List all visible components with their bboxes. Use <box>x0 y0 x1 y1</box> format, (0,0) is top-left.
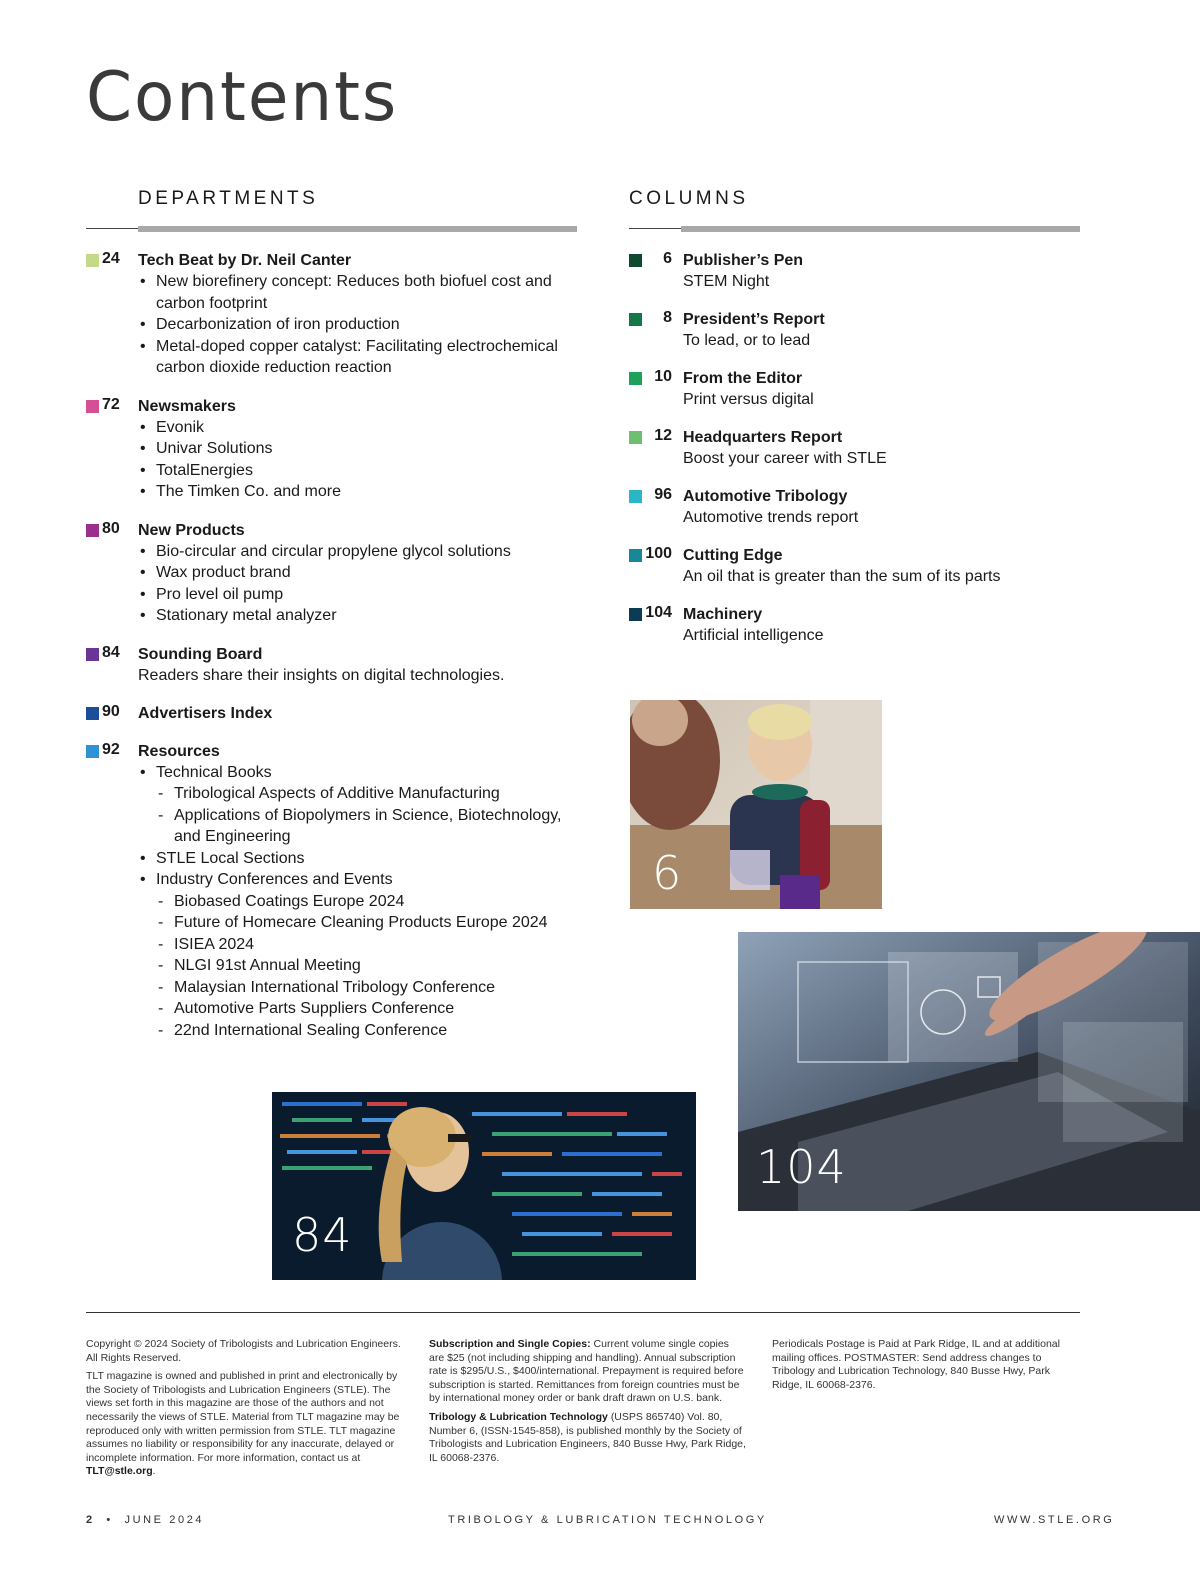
col-entry-from-the-editor[interactable] <box>629 368 1089 410</box>
footer-copyright-column <box>86 1338 404 1484</box>
col-entry-machinery[interactable] <box>629 604 1089 646</box>
dept-entry-tech-beat[interactable] <box>86 250 586 379</box>
sub-list-item: - Biobased Coatings Europe 2024 <box>156 891 586 913</box>
color-marker <box>86 400 99 413</box>
publication-text: Tribology & Lubrication Technology (USPS 865740) Vol. 80, Number 6, (ISSN-1545-858), is published monthly by the Society of Tribologists and Lubrication Engineers, 840 Busse Hwy, Park Ridge, IL 60068-2376. <box>429 1410 746 1464</box>
col-entry-headquarters-report[interactable] <box>629 427 1089 469</box>
folio-url[interactable]: WWW.STLE.ORG <box>994 1514 1115 1526</box>
color-marker <box>86 707 99 720</box>
dept-entry-resources[interactable] <box>86 741 586 1042</box>
list-item: Technical Books - Tribological Aspects of Additive Manufacturing - Applications of Biopolymers in Science, Biotechnology, and Engineering <box>138 762 586 848</box>
list-item: Decarbonization of iron production <box>156 316 400 333</box>
col-entry-presidents-report[interactable] <box>629 309 1089 351</box>
subscription-text: Subscription and Single Copies: Current volume single copies are $25 (not including shipping and handling). Annual subscription rate is $295/U.S., $400/international. Prepayment is required before subscription is started. Remittances from foreign countries must be by international money order or bank draft drawn on U.S. bank. <box>429 1338 744 1405</box>
folio-date: JUNE 2024 <box>124 1514 205 1526</box>
col-entry-automotive-tribology[interactable] <box>629 486 1089 528</box>
sub-list-item: - Tribological Aspects of Additive Manufacturing <box>156 783 586 805</box>
machinery-ai-photo[interactable] <box>738 932 1200 1211</box>
columns-rule <box>629 226 1080 232</box>
folio-publication: TRIBOLOGY & LUBRICATION TECHNOLOGY <box>448 1514 767 1526</box>
entry-subtitle: Artificial intelligence <box>683 627 824 644</box>
stem-night-photo[interactable] <box>630 700 882 909</box>
entry-title: Newsmakers <box>138 397 236 415</box>
dept-entry-new-products[interactable] <box>86 520 586 627</box>
list-item: Bio-circular and circular propylene glycol solutions <box>156 542 511 560</box>
entry-title: Cutting Edge <box>683 547 783 564</box>
departments-list <box>86 250 586 1058</box>
entry-subtitle: Boost your career with STLE <box>683 450 887 467</box>
color-marker <box>86 254 99 267</box>
list-item: Wax product brand <box>156 564 291 581</box>
entry-title: Tech Beat by Dr. Neil Canter <box>138 252 352 269</box>
entry-title: Machinery <box>683 606 763 623</box>
col-entry-publishers-pen[interactable] <box>629 250 1089 292</box>
entry-subtitle: Print versus digital <box>683 391 814 408</box>
columns-list <box>629 250 1089 663</box>
dept-entry-sounding-board[interactable] <box>86 644 586 686</box>
page-number: 96 <box>654 486 672 503</box>
page-number: 90 <box>102 702 120 720</box>
columns-heading: COLUMNS <box>629 188 749 209</box>
sounding-board-photo[interactable] <box>272 1092 696 1280</box>
sub-list-item: - 22nd International Sealing Conference <box>156 1020 586 1042</box>
list-item: Evonik <box>156 418 205 436</box>
page-number: 24 <box>102 250 120 267</box>
sub-list-item: - Malaysian International Tribology Conference <box>156 977 586 999</box>
list-item: TotalEnergies <box>156 461 253 479</box>
ownership-text: TLT magazine is owned and published in print and electronically by the Society of Tribologists and Lubrication Engineers (STLE). The views set forth in this magazine are those of the authors and not necessarily the views of STLE. Material from TLT magazine may be reproduced only with written permission from STLE. TLT magazine assumes no liability or responsibility for any inaccurate, delayed or incomplete information. For more information, contact us at TLT@stle.org. <box>86 1370 400 1478</box>
sub-list-item: - Automotive Parts Suppliers Conference <box>156 998 586 1020</box>
folio-separator: • <box>106 1514 113 1526</box>
entry-title: New Products <box>138 521 245 539</box>
entry-title: Resources <box>138 742 220 760</box>
entry-title: Automotive Tribology <box>683 488 848 505</box>
page-number: 80 <box>102 519 120 537</box>
entry-title: Publisher’s Pen <box>683 252 804 269</box>
list-item: New biorefinery concept: Reduces both biofuel cost and carbon footprint <box>156 273 552 312</box>
color-marker <box>86 524 99 537</box>
dept-entry-newsmakers[interactable] <box>86 396 586 503</box>
list-item: Pro level oil pump <box>156 585 284 603</box>
photo-page-label: 104 <box>756 1140 847 1194</box>
entry-title: From the Editor <box>683 370 803 387</box>
sub-list-item: - Applications of Biopolymers in Science, Biotechnology, and Engineering <box>156 805 586 848</box>
list-item: Metal-doped copper catalyst: Facilitating electrochemical carbon dioxide reduction reaction <box>156 337 558 376</box>
page-number: 104 <box>645 604 672 621</box>
photo-page-label: 6 <box>652 846 683 900</box>
entry-title: Sounding Board <box>138 645 263 663</box>
page-number: 10 <box>654 368 672 385</box>
entry-title: President’s Report <box>683 311 825 328</box>
col-entry-cutting-edge[interactable] <box>629 545 1089 587</box>
postage-text: Periodicals Postage is Paid at Park Ridge, IL and at additional mailing offices. POSTMASTER: Send address changes to Tribology and Lubrication Technology, 840 Busse Hwy, Park Ridge, IL 60068-2376. <box>772 1338 1060 1391</box>
sub-list-item: - NLGI 91st Annual Meeting <box>156 955 586 977</box>
page-number: 12 <box>654 427 672 444</box>
departments-heading: DEPARTMENTS <box>138 188 319 209</box>
list-item: Univar Solutions <box>156 440 273 457</box>
page-number: 100 <box>645 545 672 562</box>
dept-entry-advertisers-index[interactable] <box>86 703 586 724</box>
color-marker <box>86 648 99 661</box>
entry-subtitle: Readers share their insights on digital technologies. <box>138 666 505 684</box>
entry-subtitle: Automotive trends report <box>683 509 859 526</box>
folio-left <box>86 1514 204 1526</box>
page-number: 72 <box>102 395 120 413</box>
contact-email-link[interactable]: TLT@stle.org <box>86 1465 153 1478</box>
entry-subtitle: An oil that is greater than the sum of its parts <box>683 568 1001 585</box>
footer-subscription-column <box>429 1338 747 1470</box>
footer-rule <box>86 1312 1080 1313</box>
page-number: 92 <box>102 740 120 758</box>
list-item: STLE Local Sections <box>156 849 305 867</box>
list-item: Industry Conferences and Events - Biobased Coatings Europe 2024 - Future of Homecare Cleaning Products Europe 2024 - ISIEA 2024 - NLGI 91st Annual Meeting - Malaysian International Tribology Conference - Automotive Parts Suppliers Conference - 22nd International Sealing Conference <box>138 869 586 1041</box>
page-title: Contents <box>86 58 399 137</box>
list-item: The Timken Co. and more <box>156 483 341 500</box>
entry-subtitle: To lead, or to lead <box>683 332 811 349</box>
photo-page-label: 84 <box>292 1208 353 1262</box>
entry-title: Advertisers Index <box>138 704 273 722</box>
sub-list-item: - Future of Homecare Cleaning Products Europe 2024 <box>156 912 586 934</box>
folio-page-number: 2 <box>86 1514 95 1526</box>
page-number: 8 <box>663 309 672 326</box>
copyright-text: Copyright © 2024 Society of Tribologists and Lubrication Engineers. All Rights Reserved. <box>86 1338 401 1364</box>
color-marker <box>86 745 99 758</box>
list-item: Stationary metal analyzer <box>156 607 337 624</box>
departments-rule <box>86 226 577 232</box>
entry-subtitle: STEM Night <box>683 273 770 290</box>
page-number: 84 <box>102 643 120 661</box>
page-number: 6 <box>663 250 672 267</box>
sub-list-item: - ISIEA 2024 <box>156 934 586 956</box>
entry-title: Headquarters Report <box>683 429 843 446</box>
footer-postage-column <box>772 1338 1072 1397</box>
